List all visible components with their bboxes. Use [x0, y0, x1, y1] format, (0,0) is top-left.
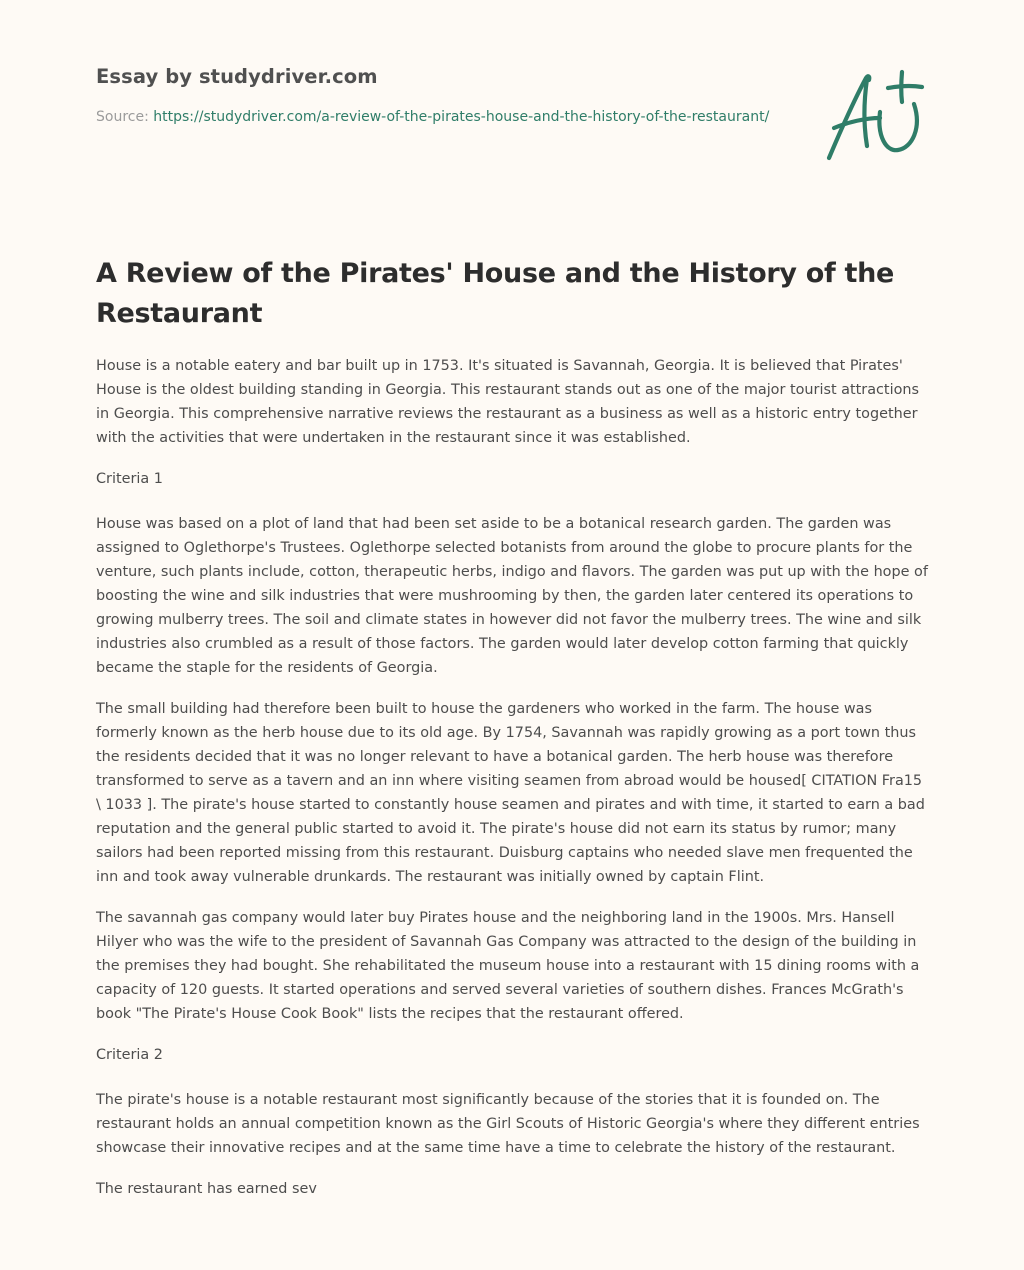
a-plus-logo-icon: [822, 66, 932, 166]
paragraph-intro: House is a notable eatery and bar built up in 1753. It's situated is Savannah, Georgia. It is believed that Pirates' House is the oldest building standing in Georgia. This restaurant stands out as one of the major tourist attractions in Georgia. This comprehensive narrative reviews the restaurant as a business as well as a historic entry together with the activities that were undertaken in the restaurant since it was established.: [96, 358, 919, 446]
paragraph-truncated: The restaurant has earned sev: [96, 1181, 317, 1197]
essay-header: [96, 62, 796, 129]
paragraph-herb-house: The small building had therefore been built to house the gardeners who worked in the farm. The house was formerly known as the herb house due to its old age. By 1754, Savannah was rapidly growing as a port town thus the residents decided that it was no longer relevant to have a botanical garden. The herb house was therefore transformed to serve as a tavern and an inn where visiting seamen from abroad would be housed[ CITATION Fra15 \ 1033 ]. The pirate's house started to constantly house seamen and pirates and with time, it started to earn a bad reputation and the general public started to avoid it. The pirate's house did not earn its status by rumor; many sailors had been reported missing from this restaurant. Duisburg captains who needed slave men frequented the inn and took away vulnerable drunkards. The restaurant was initially owned by captain Flint.: [96, 701, 925, 885]
section-heading-criteria-1: Criteria 1: [96, 471, 163, 487]
source-link[interactable]: https://studydriver.com/a-review-of-the-pirates-house-and-the-history-of-the-restaurant/: [153, 109, 770, 125]
site-brand: Essay by studydriver.com: [96, 65, 378, 88]
source-label: Source:: [96, 109, 149, 125]
source-line: [96, 106, 776, 129]
a-plus-logo-svg: [822, 66, 932, 166]
section-heading-criteria-2: Criteria 2: [96, 1047, 163, 1063]
essay-body: [96, 354, 930, 1218]
paragraph-gas-company: The savannah gas company would later buy Pirates house and the neighboring land in the 1900s. Mrs. Hansell Hilyer who was the wife to the president of Savannah Gas Company was attracted to the design of the building in the premises they had bought. She rehabilitated the museum house into a restaurant with 15 dining rooms with a capacity of 120 guests. It started operations and served several varieties of southern dishes. Frances McGrath's book "The Pirate's House Cook Book" lists the recipes that the restaurant offered.: [96, 910, 920, 1022]
paragraph-notable: The pirate's house is a notable restaurant most significantly because of the stories that it is founded on. The restaurant holds an annual competition known as the Girl Scouts of Historic Georgia's where they different entries showcase their innovative recipes and at the same time have a time to celebrate the history of the restaurant.: [96, 1092, 920, 1156]
essay-title: A Review of the Pirates' House and the History of the Restaurant: [96, 258, 895, 329]
paragraph-garden: House was based on a plot of land that had been set aside to be a botanical research garden. The garden was assigned to Oglethorpe's Trustees. Oglethorpe selected botanists from around the globe to procure plants for the venture, such plants include, cotton, therapeutic herbs, indigo and flavors. The garden was put up with the hope of boosting the wine and silk industries that were mushrooming by then, the garden later centered its operations to growing mulberry trees. The soil and climate states in however did not favor the mulberry trees. The wine and silk industries also crumbled as a result of those factors. The garden would later develop cotton farming that quickly became the staple for the residents of Georgia.: [96, 516, 928, 676]
